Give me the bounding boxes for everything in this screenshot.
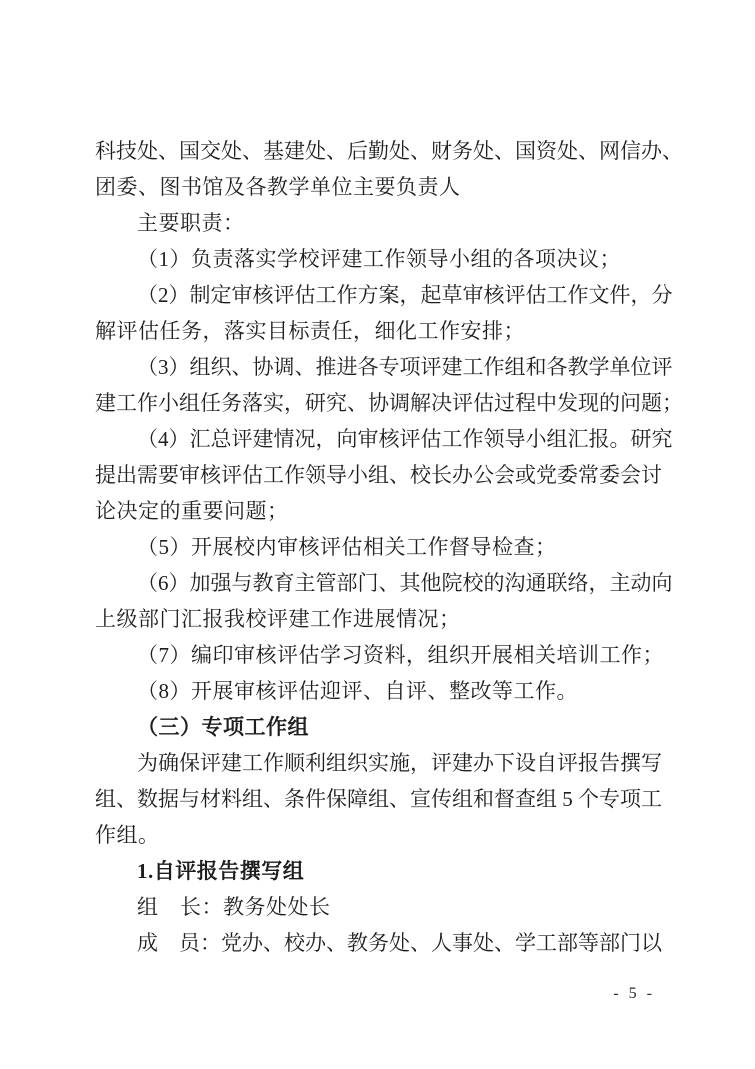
document-line: （ 2 ） 制 定 审 核 评 估 工 作 方 案 ， 起 草 审 核 评 估 工 作 文 件 ， 分 <box>137 283 673 307</box>
document-line: 作组。 <box>95 823 160 847</box>
document-line: 上级部门汇报我校评建工作进展情况； <box>95 607 461 631</box>
document-line: 论决定的重要问题； <box>95 499 289 523</box>
document-line: 组 长：教务处处长 <box>137 895 331 919</box>
document-line: （1）负责落实学校评建工作领导小组的各项决议； <box>137 247 621 271</box>
document-line: （ 4 ） 汇 总 评 建 情 况 ， 向 审 核 评 估 工 作 领 导 小 组 汇 报 。 研 究 <box>137 427 673 451</box>
document-line: 主要职责： <box>137 211 245 235</box>
document-line: 团委、图书馆及各教学单位主要负责人 <box>95 175 461 199</box>
document-line: 提 出 需 要 审 核 评 估 工 作 领 导 小 组 、 校 长 办 公 会 或 党 委 常 委 会 讨 <box>95 463 662 487</box>
document-line: （8）开展审核评估迎评、自评、整改等工作。 <box>137 679 578 703</box>
document-line: 解评估任务，落实目标责任，细化工作安排； <box>95 319 525 343</box>
document-line: 建 工 作 小 组 任 务 落 实 ， 研 究 、 协 调 解 决 评 估 过 程 中 发 现 的 问 题 ； <box>95 391 683 415</box>
page-footer <box>613 984 655 1004</box>
document-line: （7）编印审核评估学习资料，组织开展相关培训工作； <box>137 643 664 667</box>
document-line: 组 、 数 据 与 材 料 组 、 条 件 保 障 组 、 宣 传 组 和 督 查 组 5 个 专 项 工 <box>95 787 662 811</box>
document-line: （5）开展校内审核评估相关工作督导检查； <box>137 535 557 559</box>
document-line: 1.自评报告撰写组 <box>137 859 305 883</box>
document-line: （ 6 ） 加 强 与 教 育 主 管 部 门 、 其 他 院 校 的 沟 通 联 络 ， 主 动 向 <box>137 571 673 595</box>
document-line: 科 技 处 、 国 交 处 、 基 建 处 、 后 勤 处 、 财 务 处 、 国 资 处 、 网 信 办 、 <box>95 139 683 163</box>
document-line: 为 确 保 评 建 工 作 顺 利 组 织 实 施 ， 评 建 办 下 设 自 评 报 告 撰 写 <box>137 751 662 775</box>
page-number: - 5 - <box>613 985 655 1002</box>
document-line: （ 3 ） 组 织 、 协 调 、 推 进 各 专 项 评 建 工 作 组 和 各 教 学 单 位 评 <box>137 355 673 379</box>
document-line: 成 员 ： 党 办 、 校 办 、 教 务 处 、 人 事 处 、 学 工 部 等 部 门 以 <box>137 931 662 955</box>
document-body <box>95 133 683 961</box>
document-line: （三）专项工作组 <box>137 715 309 739</box>
